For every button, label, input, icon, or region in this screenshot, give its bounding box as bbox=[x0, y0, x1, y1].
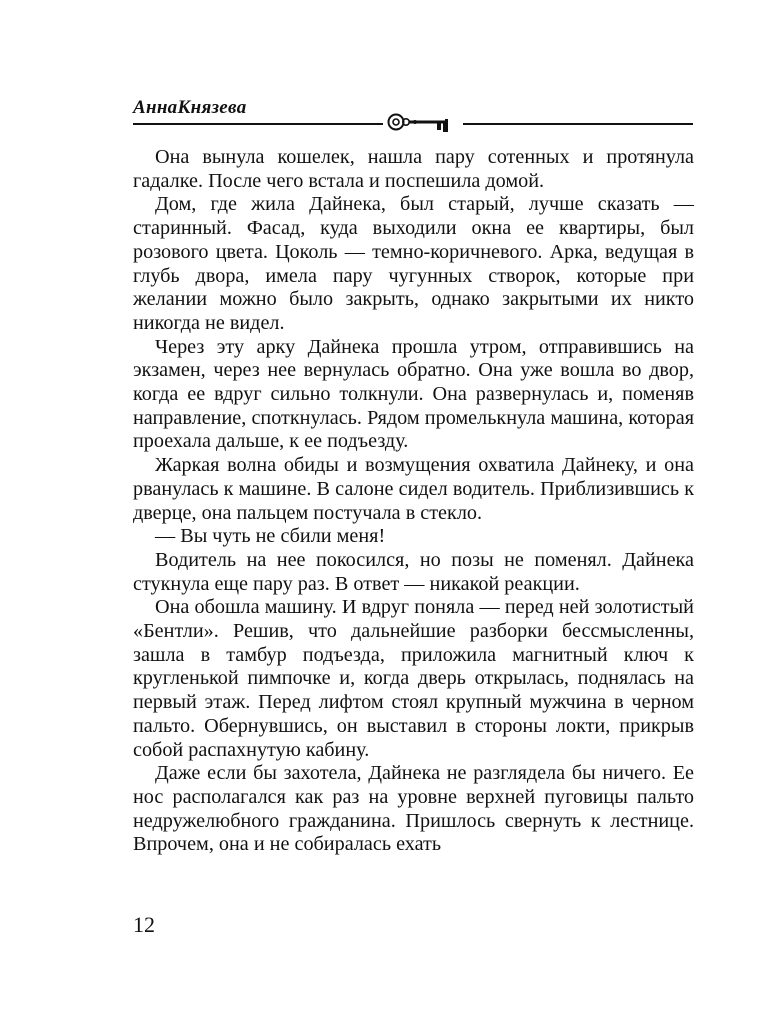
author-name: АннаКнязева bbox=[133, 97, 247, 118]
paragraph: Жаркая волна обиды и возмущения охватила Дайнеку, и она рванулась к машине. В салоне сидел водитель. Приблизившись к дверце, она пальцем постучала в стекло. bbox=[133, 454, 694, 524]
key-ornament-icon bbox=[383, 110, 463, 134]
body-text bbox=[133, 146, 694, 857]
running-header bbox=[133, 97, 693, 133]
paragraph: Она обошла машину. И вдруг поняла — перед ней золотистый «Бентли». Решив, что дальнейшие разборки бессмысленны, зашла в тамбур подъезда, приложила магнитный ключ к кругленькой пимпочке и, когда дверь открылась, поднялась на первый этаж. Перед лифтом стоял крупный мужчина в черном пальто. Обернувшись, он выставил в стороны локти, прикрыв собой распахнутую кабину. bbox=[133, 596, 694, 761]
paragraph: Водитель на нее покосился, но позы не поменял. Дайнека стукнула еще пару раз. В ответ — никакой реакции. bbox=[133, 548, 694, 595]
paragraph: Дом, где жила Дайнека, был старый, лучше сказать — старинный. Фасад, куда выходили окна ее квартиры, был розового цвета. Цоколь — темно-коричневого. Арка, ведущая в глубь двора, имела пару чугунных створок, которые при желании можно было закрыть, однако закрытыми их никто никогда не видел. bbox=[133, 193, 694, 334]
paragraph: Она вынула кошелек, нашла пару сотенных и протянула гадалке. После чего встала и поспешила домой. bbox=[133, 146, 694, 192]
page-number: 12 bbox=[133, 912, 155, 937]
paragraph: Через эту арку Дайнека прошла утром, отправившись на экзамен, через нее вернулась обратно. Она уже вошла во двор, когда ее вдруг сильно толкнули. Она развернулась и, поменяв направление, споткнулась. Рядом промелькнула машина, которая проехала дальше, к ее подъезду. bbox=[133, 335, 694, 453]
paragraph: — Вы чуть не сбили меня! bbox=[155, 525, 386, 548]
paragraph: Даже если бы захотела, Дайнека не разглядела бы ничего. Ее нос располагался как раз на уровне верхней пуговицы пальто недружелюбного гражданина. Пришлось свернуть к лестнице. Впрочем, она и не собиралась ехать bbox=[133, 762, 694, 856]
